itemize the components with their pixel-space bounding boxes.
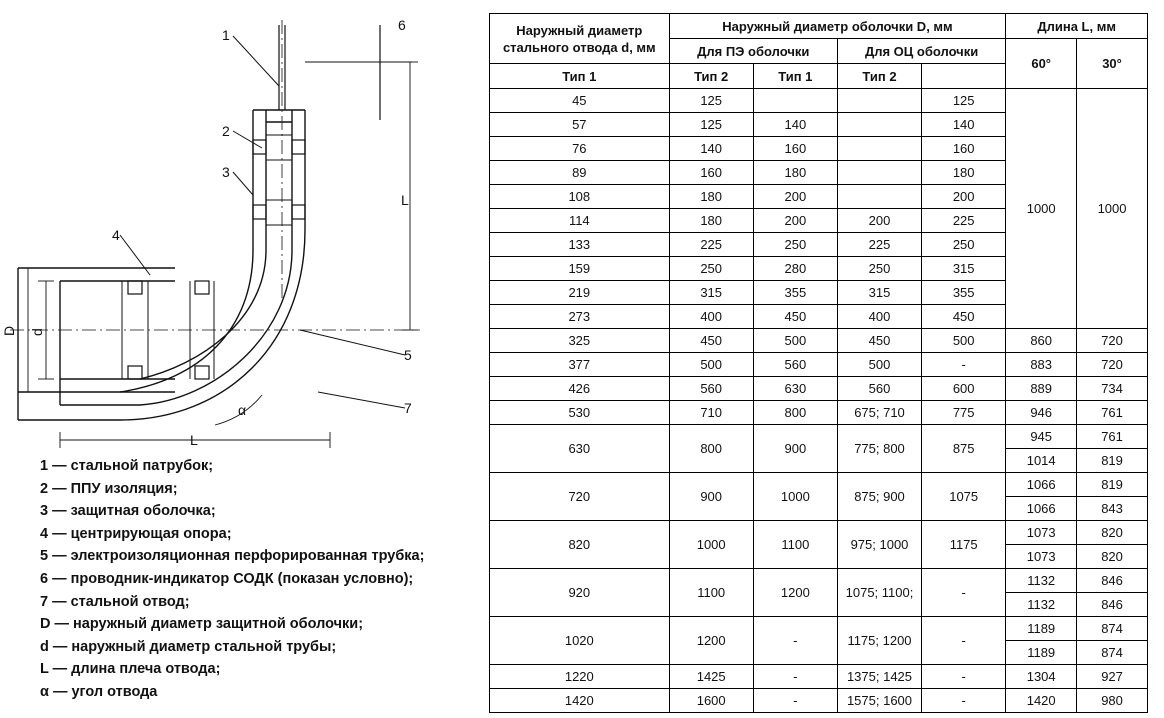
cell-pe2: -	[753, 689, 837, 713]
cell-oc1: 675; 710	[837, 401, 921, 425]
cell-L60: 1066	[1006, 473, 1077, 497]
cell-d: 1020	[490, 617, 670, 665]
table-row	[490, 401, 1148, 425]
cell-L60: 1304	[1006, 665, 1077, 689]
cell-L30: 874	[1077, 617, 1148, 641]
cell-pe2: -	[753, 665, 837, 689]
cell-pe2: 900	[753, 425, 837, 473]
cell-oc2: 180	[922, 161, 1006, 185]
cell-oc1: 250	[837, 257, 921, 281]
cell-pe1: 1200	[669, 617, 753, 665]
callout-3: 3	[222, 164, 230, 180]
header-d: Наружный диаметр стального отвода d, мм	[490, 14, 670, 64]
cell-pe2: 630	[753, 377, 837, 401]
cell-pe1: 160	[669, 161, 753, 185]
cell-pe2: 180	[753, 161, 837, 185]
cell-L60: 889	[1006, 377, 1077, 401]
cell-d: 45	[490, 89, 670, 113]
callout-6: 6	[398, 17, 406, 33]
cell-oc2: -	[922, 617, 1006, 665]
cell-L30: 843	[1077, 497, 1148, 521]
cell-oc1: 560	[837, 377, 921, 401]
cell-d: 89	[490, 161, 670, 185]
cell-pe1: 500	[669, 353, 753, 377]
dimensions-table-wrapper	[489, 13, 1149, 713]
cell-L60: 1132	[1006, 593, 1077, 617]
table-row	[490, 353, 1148, 377]
cell-oc1: 975; 1000	[837, 521, 921, 569]
cell-pe1: 1100	[669, 569, 753, 617]
cell-d: 108	[490, 185, 670, 209]
cell-oc2: -	[922, 353, 1006, 377]
cell-L60: 860	[1006, 329, 1077, 353]
cell-L30: 820	[1077, 545, 1148, 569]
callout-7: 7	[404, 400, 412, 416]
legend-item: 2 — ППУ изоляция;	[40, 480, 178, 497]
cell-pe1: 800	[669, 425, 753, 473]
cell-d: 530	[490, 401, 670, 425]
cell-d: 219	[490, 281, 670, 305]
cell-pe1: 1425	[669, 665, 753, 689]
cell-oc2: 355	[922, 281, 1006, 305]
cell-oc2: 225	[922, 209, 1006, 233]
cell-L30: 734	[1077, 377, 1148, 401]
cell-L60: 946	[1006, 401, 1077, 425]
table-row	[490, 689, 1148, 713]
cell-pe1: 1000	[669, 521, 753, 569]
cell-oc1: 775; 800	[837, 425, 921, 473]
cell-pe1: 140	[669, 137, 753, 161]
cell-L30: 720	[1077, 353, 1148, 377]
cell-oc1	[837, 185, 921, 209]
dim-label-L-horizontal: L	[190, 432, 198, 448]
dim-label-d: d	[29, 328, 45, 336]
cell-oc1: 1575; 1600	[837, 689, 921, 713]
table-row	[490, 89, 1148, 113]
cell-oc2: 600	[922, 377, 1006, 401]
cell-L30: 846	[1077, 593, 1148, 617]
cell-oc1: 315	[837, 281, 921, 305]
cell-pe2: 250	[753, 233, 837, 257]
legend-item: D — наружный диаметр защитной оболочки;	[40, 616, 364, 633]
cell-d: 426	[490, 377, 670, 401]
cell-pe2: 200	[753, 185, 837, 209]
dim-label-L-vertical: L	[401, 192, 409, 208]
header-group-L: Длина L, мм	[1006, 14, 1148, 39]
cell-pe1: 225	[669, 233, 753, 257]
cell-oc2: 1075	[922, 473, 1006, 521]
cell-oc2: 315	[922, 257, 1006, 281]
table-row	[490, 617, 1148, 641]
cell-pe2	[753, 89, 837, 113]
cell-pe2: 560	[753, 353, 837, 377]
table-row	[490, 665, 1148, 689]
cell-oc1	[837, 161, 921, 185]
cell-pe1: 250	[669, 257, 753, 281]
dim-label-D: D	[1, 325, 17, 336]
cell-oc2: -	[922, 665, 1006, 689]
table-row	[490, 377, 1148, 401]
legend-item: 7 — стальной отвод;	[40, 593, 190, 610]
cell-d: 1420	[490, 689, 670, 713]
cell-pe2: 450	[753, 305, 837, 329]
cell-L60: 883	[1006, 353, 1077, 377]
cell-pe1: 125	[669, 89, 753, 113]
cell-d: 377	[490, 353, 670, 377]
cell-L60: 1132	[1006, 569, 1077, 593]
table-row	[490, 329, 1148, 353]
cell-d: 273	[490, 305, 670, 329]
dim-label-alpha: α	[238, 402, 247, 418]
cell-L60: 1073	[1006, 521, 1077, 545]
cell-L30: 761	[1077, 425, 1148, 449]
cell-oc2: 775	[922, 401, 1006, 425]
cell-L60-merged: 1000	[1006, 89, 1077, 329]
cell-pe2: 1000	[753, 473, 837, 521]
cell-oc2: 450	[922, 305, 1006, 329]
legend-item: 4 — центрирующая опора;	[40, 525, 232, 542]
cell-oc1: 200	[837, 209, 921, 233]
cell-oc1: 1375; 1425	[837, 665, 921, 689]
cell-d: 920	[490, 569, 670, 617]
cell-oc2: 200	[922, 185, 1006, 209]
header-angle-30: 30°	[1077, 39, 1148, 89]
cell-d: 114	[490, 209, 670, 233]
cell-oc2: -	[922, 569, 1006, 617]
cell-d: 159	[490, 257, 670, 281]
cell-pe2: 200	[753, 209, 837, 233]
cell-oc2: 250	[922, 233, 1006, 257]
header-oc: Для ОЦ оболочки	[837, 39, 1005, 64]
legend-item: d — наружный диаметр стальной трубы;	[40, 638, 337, 655]
cell-pe2: 800	[753, 401, 837, 425]
cell-L30: 980	[1077, 689, 1148, 713]
cell-L60: 1189	[1006, 617, 1077, 641]
cell-pe1: 400	[669, 305, 753, 329]
legend-item: 1 — стальной патрубок;	[40, 458, 214, 474]
cell-pe1: 450	[669, 329, 753, 353]
cell-L30: 720	[1077, 329, 1148, 353]
elbow-technical-drawing	[0, 0, 490, 460]
cell-oc1	[837, 137, 921, 161]
cell-pe1: 315	[669, 281, 753, 305]
callout-4: 4	[112, 227, 120, 243]
cell-d: 1220	[490, 665, 670, 689]
table-row	[490, 569, 1148, 593]
cell-L30: 874	[1077, 641, 1148, 665]
cell-L30-merged: 1000	[1077, 89, 1148, 329]
cell-L60: 1014	[1006, 449, 1077, 473]
cell-pe2: 500	[753, 329, 837, 353]
legend-item: α — угол отвода	[40, 683, 158, 700]
cell-pe1: 900	[669, 473, 753, 521]
cell-d: 76	[490, 137, 670, 161]
cell-pe1: 180	[669, 185, 753, 209]
callout-1: 1	[222, 27, 230, 43]
cell-pe2: -	[753, 617, 837, 665]
cell-d: 720	[490, 473, 670, 521]
header-type1-oc: Тип 1	[753, 64, 837, 89]
cell-pe1: 180	[669, 209, 753, 233]
table-row	[490, 473, 1148, 497]
cell-oc1	[837, 89, 921, 113]
cell-oc1	[837, 113, 921, 137]
cell-oc2: 875	[922, 425, 1006, 473]
table-row	[490, 425, 1148, 449]
cell-oc1: 500	[837, 353, 921, 377]
cell-oc1: 1075; 1100;	[837, 569, 921, 617]
cell-L30: 846	[1077, 569, 1148, 593]
cell-oc2: 160	[922, 137, 1006, 161]
cell-oc2: 500	[922, 329, 1006, 353]
legend-item: 5 — электроизоляционная перфорированная трубка;	[40, 548, 425, 565]
cell-pe2: 355	[753, 281, 837, 305]
cell-L60: 1066	[1006, 497, 1077, 521]
legend-list	[40, 455, 480, 704]
cell-pe2: 280	[753, 257, 837, 281]
cell-oc1: 400	[837, 305, 921, 329]
cell-oc2: 125	[922, 89, 1006, 113]
cell-oc2: 140	[922, 113, 1006, 137]
header-pe: Для ПЭ оболочки	[669, 39, 837, 64]
cell-oc2: -	[922, 689, 1006, 713]
header-group-D: Наружный диаметр оболочки D, мм	[669, 14, 1006, 39]
cell-d: 820	[490, 521, 670, 569]
cell-pe2: 160	[753, 137, 837, 161]
legend-item: 3 — защитная оболочка;	[40, 503, 216, 520]
cell-oc1: 225	[837, 233, 921, 257]
cell-pe2: 140	[753, 113, 837, 137]
cell-d: 325	[490, 329, 670, 353]
cell-L60: 945	[1006, 425, 1077, 449]
cell-oc1: 1175; 1200	[837, 617, 921, 665]
cell-oc2: 1175	[922, 521, 1006, 569]
cell-d: 630	[490, 425, 670, 473]
legend-item: L — длина плеча отвода;	[40, 661, 221, 678]
cell-oc1: 875; 900	[837, 473, 921, 521]
header-type1-pe: Тип 1	[490, 64, 670, 89]
cell-pe1: 560	[669, 377, 753, 401]
callout-2: 2	[222, 123, 230, 139]
cell-pe1: 1600	[669, 689, 753, 713]
cell-L30: 820	[1077, 521, 1148, 545]
cell-pe2: 1200	[753, 569, 837, 617]
cell-pe1: 710	[669, 401, 753, 425]
callout-5: 5	[404, 347, 412, 363]
cell-L30: 819	[1077, 449, 1148, 473]
legend-item: 6 — проводник-индикатор СОДК (показан условно);	[40, 570, 414, 587]
cell-L60: 1073	[1006, 545, 1077, 569]
cell-pe1: 125	[669, 113, 753, 137]
header-angle-60: 60°	[1006, 39, 1077, 89]
cell-d: 133	[490, 233, 670, 257]
cell-oc1: 450	[837, 329, 921, 353]
table-row	[490, 521, 1148, 545]
dimensions-table	[489, 13, 1148, 713]
cell-pe2: 1100	[753, 521, 837, 569]
cell-L30: 761	[1077, 401, 1148, 425]
header-type2-pe: Тип 2	[669, 64, 753, 89]
header-type2-oc: Тип 2	[837, 64, 921, 89]
cell-L60: 1420	[1006, 689, 1077, 713]
cell-L30: 819	[1077, 473, 1148, 497]
cell-L30: 927	[1077, 665, 1148, 689]
cell-L60: 1189	[1006, 641, 1077, 665]
cell-d: 57	[490, 113, 670, 137]
